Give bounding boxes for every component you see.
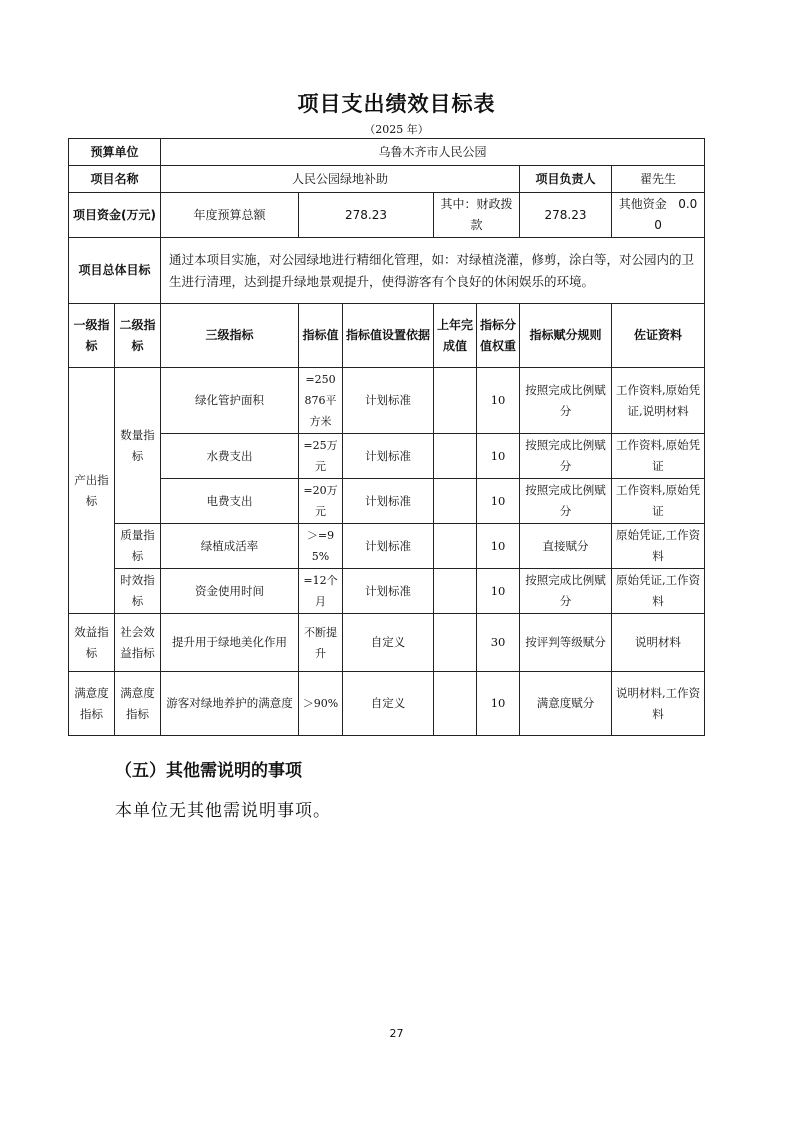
column-header: 上年完成值 (434, 304, 477, 368)
level1-benefit: 效益指标 (69, 614, 115, 672)
other-funds-label: 其他资金 (618, 197, 667, 211)
project-name-value: 人民公园绿地补助 (161, 166, 520, 193)
section-paragraph: 本单位无其他需说明事项。 (115, 801, 331, 821)
indicator-basis: 计划标准 (343, 368, 434, 434)
indicator-name: 绿植成活率 (161, 524, 299, 569)
table-row (69, 614, 705, 672)
level2-quantity: 数量指标 (115, 368, 161, 524)
indicator-rule: 按评判等级赋分 (520, 614, 612, 672)
table-row (69, 672, 705, 736)
other-funds-value: 0.00 (654, 197, 698, 232)
indicator-value: =20万元 (299, 479, 343, 524)
table-row (69, 368, 705, 434)
project-name-label: 项目名称 (69, 166, 161, 193)
page-number: 27 (389, 1027, 404, 1040)
indicator-basis: 计划标准 (343, 524, 434, 569)
indicator-prev (434, 672, 477, 736)
indicator-value: ＞=95% (299, 524, 343, 569)
performance-table (68, 138, 705, 736)
fiscal-label: 其中：财政拨款 (434, 193, 520, 238)
level1-satisfaction: 满意度指标 (69, 672, 115, 736)
indicator-evidence: 原始凭证,工作资料 (612, 524, 705, 569)
level2-satisfaction: 满意度指标 (115, 672, 161, 736)
column-header: 指标分值权重 (477, 304, 520, 368)
column-header: 指标赋分规则 (520, 304, 612, 368)
other-funds (612, 193, 705, 238)
indicator-value: =12个月 (299, 569, 343, 614)
overall-goal-label: 项目总体目标 (69, 238, 161, 304)
indicator-weight: 10 (477, 672, 520, 736)
indicator-weight: 10 (477, 569, 520, 614)
indicator-evidence: 原始凭证,工作资料 (612, 569, 705, 614)
indicator-basis: 计划标准 (343, 479, 434, 524)
year-label: （2025 年） (364, 123, 429, 136)
indicator-rule: 按照完成比例赋分 (520, 434, 612, 479)
indicator-rule: 按照完成比例赋分 (520, 569, 612, 614)
column-header-row (69, 304, 705, 368)
table-row (69, 193, 705, 238)
indicator-rule: 按照完成比例赋分 (520, 368, 612, 434)
indicator-value: =25万元 (299, 434, 343, 479)
column-header: 二级指标 (115, 304, 161, 368)
indicator-name: 电费支出 (161, 479, 299, 524)
indicator-rule: 满意度赋分 (520, 672, 612, 736)
level1-output: 产出指标 (69, 368, 115, 614)
indicator-rule: 直接赋分 (520, 524, 612, 569)
indicator-name: 绿化管护面积 (161, 368, 299, 434)
indicator-basis: 计划标准 (343, 569, 434, 614)
column-header: 指标值 (299, 304, 343, 368)
indicator-evidence: 工作资料,原始凭证,说明材料 (612, 368, 705, 434)
table-row (69, 166, 705, 193)
indicator-name: 提升用于绿地美化作用 (161, 614, 299, 672)
indicator-name: 游客对绿地养护的满意度 (161, 672, 299, 736)
indicator-basis: 自定义 (343, 614, 434, 672)
indicator-weight: 30 (477, 614, 520, 672)
indicator-weight: 10 (477, 479, 520, 524)
indicator-evidence: 工作资料,原始凭证 (612, 479, 705, 524)
budget-unit-value: 乌鲁木齐市人民公园 (161, 139, 705, 166)
indicator-name: 水费支出 (161, 434, 299, 479)
indicator-basis: 计划标准 (343, 434, 434, 479)
column-header: 佐证资料 (612, 304, 705, 368)
column-header: 一级指标 (69, 304, 115, 368)
indicator-weight: 10 (477, 434, 520, 479)
column-header: 三级指标 (161, 304, 299, 368)
indicator-basis: 自定义 (343, 672, 434, 736)
indicator-weight: 10 (477, 368, 520, 434)
indicator-value: ＞90% (299, 672, 343, 736)
manager-label: 项目负责人 (520, 166, 612, 193)
indicator-value: =250876平方米 (299, 368, 343, 434)
indicator-prev (434, 524, 477, 569)
page-title: 项目支出绩效目标表 (297, 92, 496, 116)
table-row (69, 569, 705, 614)
column-header: 指标值设置依据 (343, 304, 434, 368)
indicator-prev (434, 434, 477, 479)
table-row (69, 479, 705, 524)
manager-value: 翟先生 (612, 166, 705, 193)
indicator-evidence: 说明材料 (612, 614, 705, 672)
funds-label: 项目资金(万元) (69, 193, 161, 238)
indicator-weight: 10 (477, 524, 520, 569)
table-row (69, 139, 705, 166)
indicator-prev (434, 569, 477, 614)
annual-budget-label: 年度预算总额 (161, 193, 299, 238)
section-heading: （五）其他需说明的事项 (115, 761, 302, 781)
table-row (69, 434, 705, 479)
annual-budget-value: 278.23 (299, 193, 434, 238)
level2-social: 社会效益指标 (115, 614, 161, 672)
indicator-prev (434, 479, 477, 524)
indicator-prev (434, 614, 477, 672)
indicator-evidence: 工作资料,原始凭证 (612, 434, 705, 479)
fiscal-value: 278.23 (520, 193, 612, 238)
overall-goal-value: 通过本项目实施，对公园绿地进行精细化管理，如：对绿植浇灌，修剪，涂白等，对公园内的卫生进行清理，达到提升绿地景观提升，使得游客有个良好的休闲娱乐的环境。 (161, 238, 705, 304)
table-row (69, 524, 705, 569)
level2-quality: 质量指标 (115, 524, 161, 569)
indicator-prev (434, 368, 477, 434)
budget-unit-label: 预算单位 (69, 139, 161, 166)
indicator-evidence: 说明材料,工作资料 (612, 672, 705, 736)
indicator-value: 不断提升 (299, 614, 343, 672)
table-row (69, 238, 705, 304)
level2-timeliness: 时效指标 (115, 569, 161, 614)
indicator-name: 资金使用时间 (161, 569, 299, 614)
indicator-rule: 按照完成比例赋分 (520, 479, 612, 524)
